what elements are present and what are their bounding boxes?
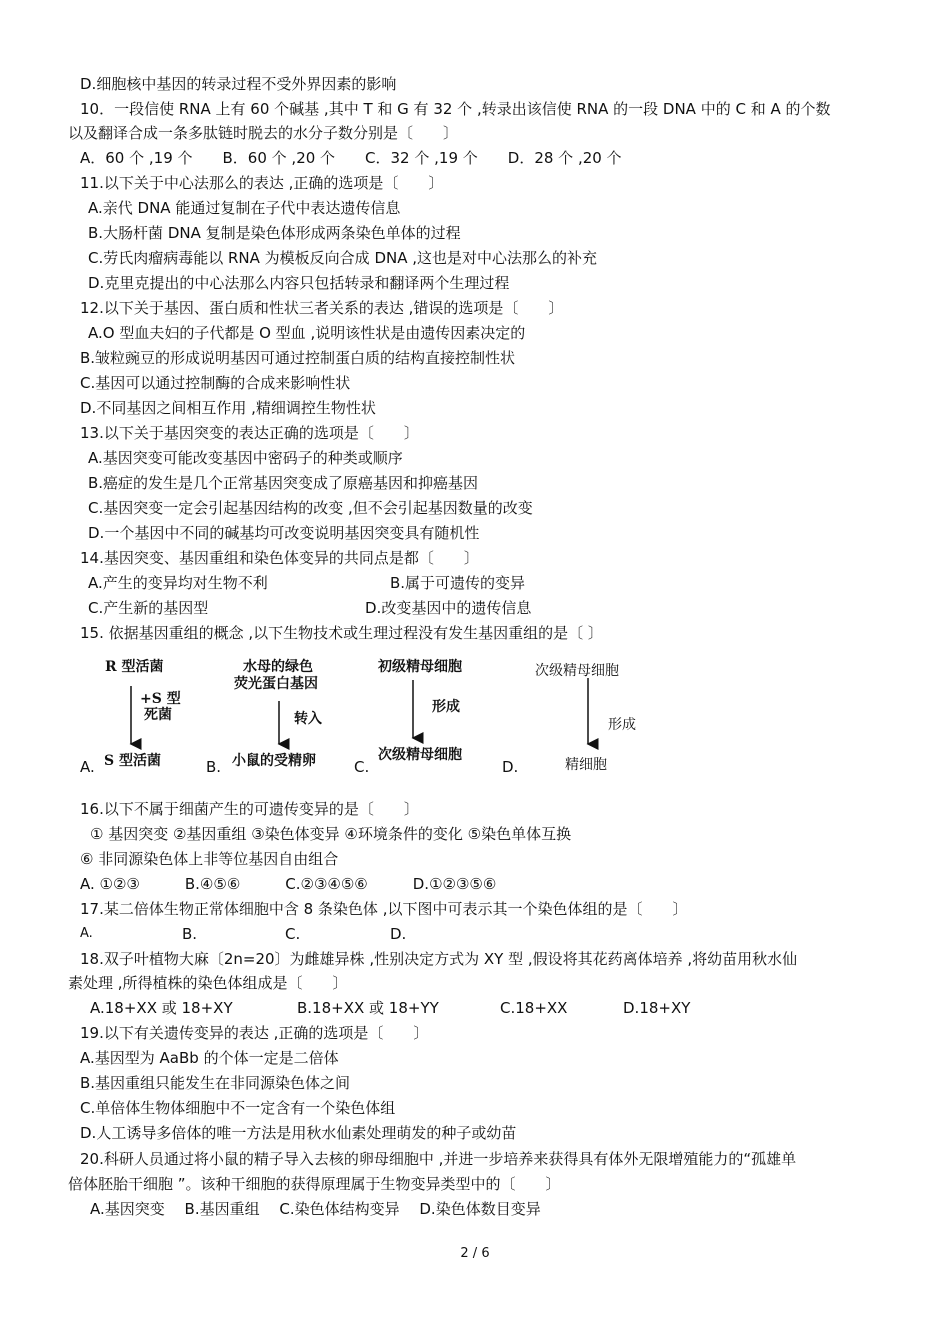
q20-stem-line2: 倍体胚胎干细胞 ”。该种干细胞的获得原理属于生物变异类型中的〔 〕 — [68, 1175, 561, 1193]
q17-option-c: C. — [285, 925, 301, 943]
fig-d-mid: 形成 — [608, 717, 636, 733]
fig-a-bottom: S 型活菌 — [104, 753, 161, 769]
q10-stem-line2: 以及翻译合成一条多肽链时脱去的水分子数分别是〔 〕 — [68, 124, 459, 142]
q14-option-c: C.产生新的基因型 — [88, 599, 209, 617]
q11-option-b: B.大肠杆菌 DNA 复制是染色体形成两条染色单体的过程 — [88, 224, 461, 242]
q15-figure — [80, 656, 780, 780]
fig-b-bottom: 小鼠的受精卵 — [232, 753, 316, 769]
fig-b-top2: 荧光蛋白基因 — [234, 676, 318, 692]
q11-option-d: D.克里克提出的中心法那么内容只包括转录和翻译两个生理过程 — [88, 274, 510, 292]
q12-option-b: B.皱粒豌豆的形成说明基因可通过控制蛋白质的结构直接控制性状 — [80, 349, 516, 367]
q13-stem: 13.以下关于基因突变的表达正确的选项是〔 〕 — [80, 424, 419, 442]
q11-option-c: C.劳氏肉瘤病毒能以 RNA 为模板反向合成 DNA ,这也是对中心法那么的补充 — [88, 249, 598, 267]
q11-option-a: A.亲代 DNA 能通过复制在子代中表达遗传信息 — [88, 199, 401, 217]
q16-list-line1: ① 基因突变 ②基因重组 ③染色体变异 ④环境条件的变化 ⑤染色单体互换 — [90, 825, 572, 843]
fig-c-bottom: 次级精母细胞 — [378, 747, 462, 763]
fig-a-mid1: +S 型 — [140, 691, 181, 707]
q15-stem: 15. 依据基因重组的概念 ,以下生物技术或生理过程没有发生基因重组的是〔 〕 — [80, 624, 603, 642]
page-number: 2 / 6 — [460, 1246, 490, 1261]
q12-stem: 12.以下关于基因、蛋白质和性状三者关系的表达 ,错误的选项是〔 〕 — [80, 299, 564, 317]
fig-d-top: 次级精母细胞 — [535, 663, 619, 679]
q14-option-b: B.属于可遗传的变异 — [390, 574, 526, 592]
fig-label-c: C. — [354, 758, 370, 776]
fig-b-mid: 转入 — [294, 711, 322, 727]
fig-c-top: 初级精母细胞 — [378, 659, 462, 675]
q14-option-d: D.改变基因中的遗传信息 — [365, 599, 532, 617]
q18-stem-line2: 素处理 ,所得植株的染色体组成是〔 〕 — [68, 974, 348, 992]
q11-stem: 11.以下关于中心法那么的表达 ,正确的选项是〔 〕 — [80, 174, 444, 192]
q18-option-c: C.18+XX — [500, 999, 568, 1017]
q13-option-c: C.基因突变一定会引起基因结构的改变 ,但不会引起基因数量的改变 — [88, 499, 533, 517]
q12-option-a: A.O 型血夫妇的子代都是 O 型血 ,说明该性状是由遗传因素决定的 — [88, 324, 526, 342]
q16-stem: 16.以下不属于细菌产生的可遗传变异的是〔 〕 — [80, 800, 419, 818]
q17-option-d: D. — [390, 925, 407, 943]
fig-a-mid2: 死菌 — [144, 707, 172, 723]
fig-label-d: D. — [502, 758, 519, 776]
q18-option-a: A.18+XX 或 18+XY — [90, 999, 233, 1017]
q20-stem-line1: 20.科研人员通过将小鼠的精子导入去核的卵母细胞中 ,并进一步培养来获得具有体外无限增殖能力的“孤雄单 — [80, 1150, 797, 1168]
fig-d-bottom: 精细胞 — [565, 757, 607, 773]
fig-c-mid: 形成 — [432, 699, 460, 715]
fig-label-b: B. — [206, 758, 222, 776]
q18-stem-line1: 18.双子叶植物大麻〔2n=20〕为雌雄异株 ,性别决定方式为 XY 型 ,假设将其花药离体培养 ,将幼苗用秋水仙 — [80, 950, 798, 968]
q16-options: A. ①②③ B.④⑤⑥ C.②③④⑤⑥ D.①②③⑤⑥ — [80, 875, 497, 893]
q13-option-b: B.癌症的发生是几个正常基因突变成了原癌基因和抑癌基因 — [88, 474, 479, 492]
q18-option-d: D.18+XY — [623, 999, 691, 1017]
q13-option-a: A.基因突变可能改变基因中密码子的种类或顺序 — [88, 449, 403, 467]
q19-option-d: D.人工诱导多倍体的唯一方法是用秋水仙素处理萌发的种子或幼苗 — [80, 1124, 517, 1142]
q14-stem: 14.基因突变、基因重组和染色体变异的共同点是都〔 〕 — [80, 549, 479, 567]
q9-option-d: D.细胞核中基因的转录过程不受外界因素的影响 — [80, 75, 397, 93]
fig-b-top1: 水母的绿色 — [243, 659, 313, 675]
fig-label-a: A. — [80, 758, 95, 776]
q13-option-d: D.一个基因中不同的碱基均可改变说明基因突变具有随机性 — [88, 524, 480, 542]
q17-option-b: B. — [182, 925, 198, 943]
q12-option-d: D.不同基因之间相互作用 ,精细调控生物性状 — [80, 399, 376, 417]
q18-option-b: B.18+XX 或 18+YY — [297, 999, 439, 1017]
q20-options: A.基因突变 B.基因重组 C.染色体结构变异 D.染色体数目变异 — [90, 1200, 541, 1218]
q19-option-a: A.基因型为 AaBb 的个体一定是二倍体 — [80, 1049, 339, 1067]
q17-option-a: A. — [80, 926, 93, 941]
q14-option-a: A.产生的变异均对生物不利 — [88, 574, 268, 592]
fig-a-top: R 型活菌 — [105, 659, 164, 675]
q19-stem: 19.以下有关遗传变异的表达 ,正确的选项是〔 〕 — [80, 1024, 429, 1042]
q17-stem: 17.某二倍体生物正常体细胞中含 8 条染色体 ,以下图中可表示其一个染色体组的是〔 〕 — [80, 900, 688, 918]
q12-option-c: C.基因可以通过控制酶的合成来影响性状 — [80, 374, 351, 392]
q10-options: A．60 个 ,19 个 B．60 个 ,20 个 C．32 个 ,19 个 D．28 个 ,20 个 — [80, 149, 622, 167]
q19-option-c: C.单倍体生物体细胞中不一定含有一个染色体组 — [80, 1099, 396, 1117]
q19-option-b: B.基因重组只能发生在非同源染色体之间 — [80, 1074, 351, 1092]
q16-list-line2: ⑥ 非同源染色体上非等位基因自由组合 — [80, 850, 339, 868]
q10-stem-line1: 10．一段信使 RNA 上有 60 个碱基 ,其中 T 和 G 有 32 个 ,转录出该信使 RNA 的一段 DNA 中的 C 和 A 的个数 — [80, 100, 831, 118]
